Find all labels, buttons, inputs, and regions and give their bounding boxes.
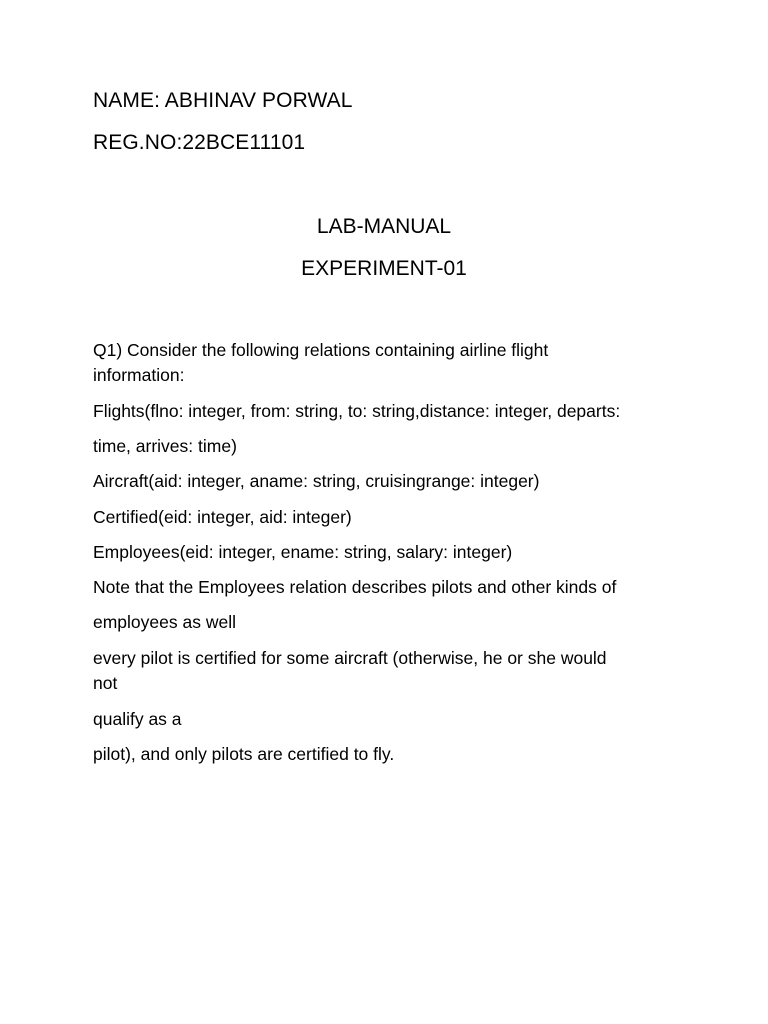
note-line-2: employees as well <box>93 612 236 632</box>
student-name: NAME: ABHINAV PORWAL <box>93 89 353 112</box>
flights-relation-line-2: time, arrives: time) <box>93 436 237 456</box>
employees-relation: Employees(eid: integer, ename: string, salary: integer) <box>93 542 513 562</box>
pilot-certified-line: pilot), and only pilots are certified to fly. <box>93 744 395 764</box>
aircraft-relation: Aircraft(aid: integer, aname: string, cruisingrange: integer) <box>93 471 540 491</box>
pilot-rule-line-2: not <box>93 673 118 693</box>
qualify-line: qualify as a <box>93 709 182 729</box>
question-1-line-2: information: <box>93 365 185 385</box>
flights-relation-line-1: Flights(flno: integer, from: string, to: string,distance: integer, departs: <box>93 401 621 421</box>
question-1-line-1: Q1) Consider the following relations containing airline flight <box>93 340 549 360</box>
experiment-title: EXPERIMENT-01 <box>301 257 467 280</box>
manual-title: LAB-MANUAL <box>316 215 452 238</box>
registration-number: REG.NO:22BCE11101 <box>93 131 306 154</box>
pilot-rule-line-1: every pilot is certified for some aircraft (otherwise, he or she would <box>93 648 607 668</box>
certified-relation: Certified(eid: integer, aid: integer) <box>93 507 352 527</box>
note-line-1: Note that the Employees relation describes pilots and other kinds of <box>93 577 617 597</box>
